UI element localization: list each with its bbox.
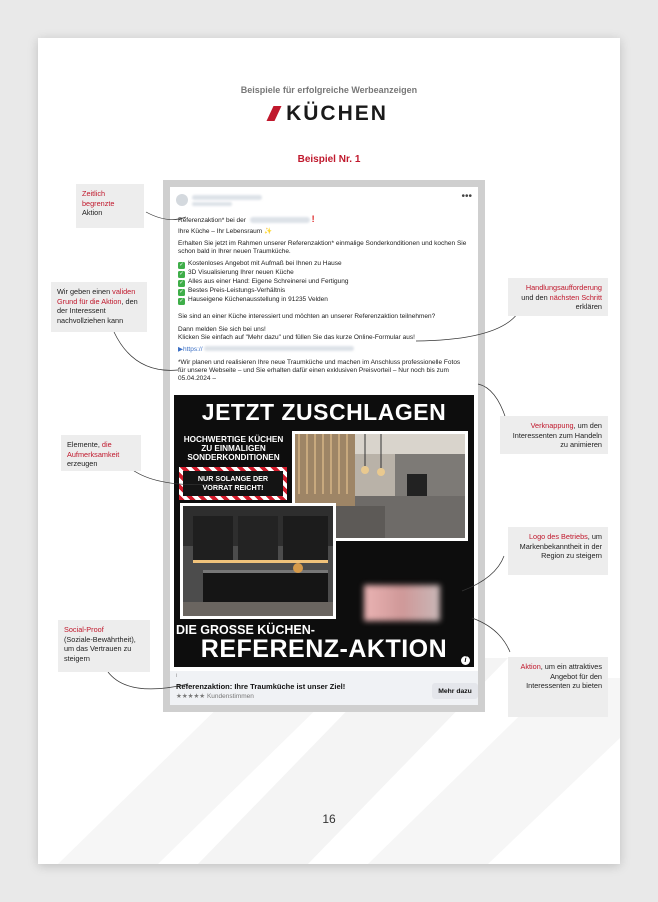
list-item: ✓ Alles aus einer Hand: Eigene Schreinerei und Fertigung: [179, 278, 349, 286]
ad-headline: JETZT ZUSCHLAGEN: [201, 399, 447, 425]
ad-creative-image[interactable]: [174, 395, 474, 667]
blurred-sponsored-label: [192, 202, 232, 206]
blurred-company-name: [250, 217, 310, 223]
annotation-logo: Logo des Betriebs, um Markenbekanntheit in der Region zu steigern: [508, 527, 608, 575]
facebook-ad-post: [170, 187, 478, 705]
page-header: Beispiele für erfolgreiche Werbeanzeigen: [240, 85, 418, 95]
scarcity-badge: NUR SOLANGE DER VORRAT REICHT!: [179, 467, 287, 500]
checkmark-icon: ✓: [179, 271, 184, 277]
annotation-zeitlich-begrenzt: Zeitlich begrenzte Aktion: [76, 184, 144, 228]
kitchen-photo-2: [180, 503, 336, 619]
post-header: [176, 191, 472, 208]
post-question: Sie sind an einer Küche interessiert und möchten an unserer Referenzaktion teilnehmen?: [178, 313, 436, 320]
post-cta-line1: Dann melden Sie sich bei uns!: [178, 326, 266, 333]
checkmark-icon: ✓: [179, 262, 184, 268]
brand-logo: [38, 102, 620, 126]
brand-name: KÜCHEN: [286, 102, 388, 125]
document-page: [38, 38, 620, 864]
annotation-social-proof: Social-Proof (Soziale-Bewährtheit), um das Vertrauen zu steigern: [58, 620, 150, 672]
mehr-dazu-button[interactable]: Mehr dazu: [432, 683, 478, 699]
blurred-company-logo: [364, 585, 440, 621]
page-avatar: [176, 194, 188, 206]
ad-bottom-line1: DIE GROSSE KÜCHEN-: [176, 623, 315, 637]
list-item: ✓ Bestes Preis-Leistungs-Verhältnis: [179, 287, 286, 295]
ad-screenshot-frame: [163, 180, 485, 712]
post-link[interactable]: ▶https://: [178, 346, 468, 354]
annotation-valider-grund: Wir geben einen validen Grund für die Aktion, den der Interessent nachvollziehen kann: [51, 282, 147, 332]
blurred-url: [204, 346, 354, 351]
more-options-icon[interactable]: •••: [461, 191, 472, 202]
post-footnote: *Wir planen und realisieren Ihre neue Traumküche und machen im Anschluss professionelle Fotos für unsere Webseite – und Sie erhalten dafür einen exklusiven Preisvorteil – Nur noch bis zum 05.04.2024 –: [178, 359, 461, 382]
logo-slash-icon: [267, 106, 282, 121]
list-item: ✓ Hauseigene Küchenausstellung in 91235 Velden: [179, 296, 328, 304]
annotation-aufmerksamkeit: Elemente, die Aufmerksamkeit erzeugen: [61, 435, 141, 471]
checkmark-icon: ✓: [179, 298, 184, 304]
footer-small-text: i: [176, 673, 178, 679]
ad-subheadline: HOCHWERTIGE KÜCHEN ZU EINMALIGEN SONDERKONDITIONEN: [183, 435, 284, 462]
blurred-page-name: [192, 195, 262, 200]
list-item: ✓ 3D Visualisierung Ihrer neuen Küche: [179, 269, 294, 277]
annotation-verknappung: Verknappung, um den Interessenten zum Handeln zu animieren: [500, 416, 608, 454]
ad-footer: [170, 671, 478, 705]
ad-bottom-line2: REFERENZ-AKTION: [200, 635, 448, 663]
annotation-aktion: Aktion, um ein attraktives Angebot für den Interessenten zu bieten: [508, 657, 608, 717]
kitchen-photo-2-image: [183, 506, 333, 616]
example-title: Beispiel Nr. 1: [297, 154, 361, 165]
checkmark-icon: ✓: [179, 289, 184, 295]
ad-footer-title[interactable]: Referenzaktion: Ihre Traumküche ist unser Ziel!: [176, 682, 346, 691]
page-number: 16: [322, 812, 336, 826]
benefit-list: [178, 260, 468, 305]
post-offer-text: Erhalten Sie jetzt im Rahmen unserer Referenzaktion* einmalige Sonderkonditionen und kochen Sie schon bald in Ihrer neuen Traumküche.: [178, 240, 467, 255]
post-tagline: Ihre Küche – Ihr Lebensraum ✨: [178, 228, 273, 235]
info-icon[interactable]: i: [461, 656, 470, 665]
annotation-handlungsaufforderung: Handlungsaufforderung und den nächsten Schritt erklären: [508, 278, 608, 316]
rating-stars: ★★★★★ Kundenstimmen: [176, 693, 254, 700]
checkmark-icon: ✓: [179, 280, 184, 286]
list-item: ✓ Kostenloses Angebot mit Aufmaß bei Ihnen zu Hause: [179, 260, 342, 268]
post-intro: Referenzaktion* bei der !: [178, 214, 315, 224]
post-cta-line2: Klicken Sie einfach auf "Mehr dazu" und füllen Sie das kurze Online-Formular aus!: [178, 334, 415, 341]
